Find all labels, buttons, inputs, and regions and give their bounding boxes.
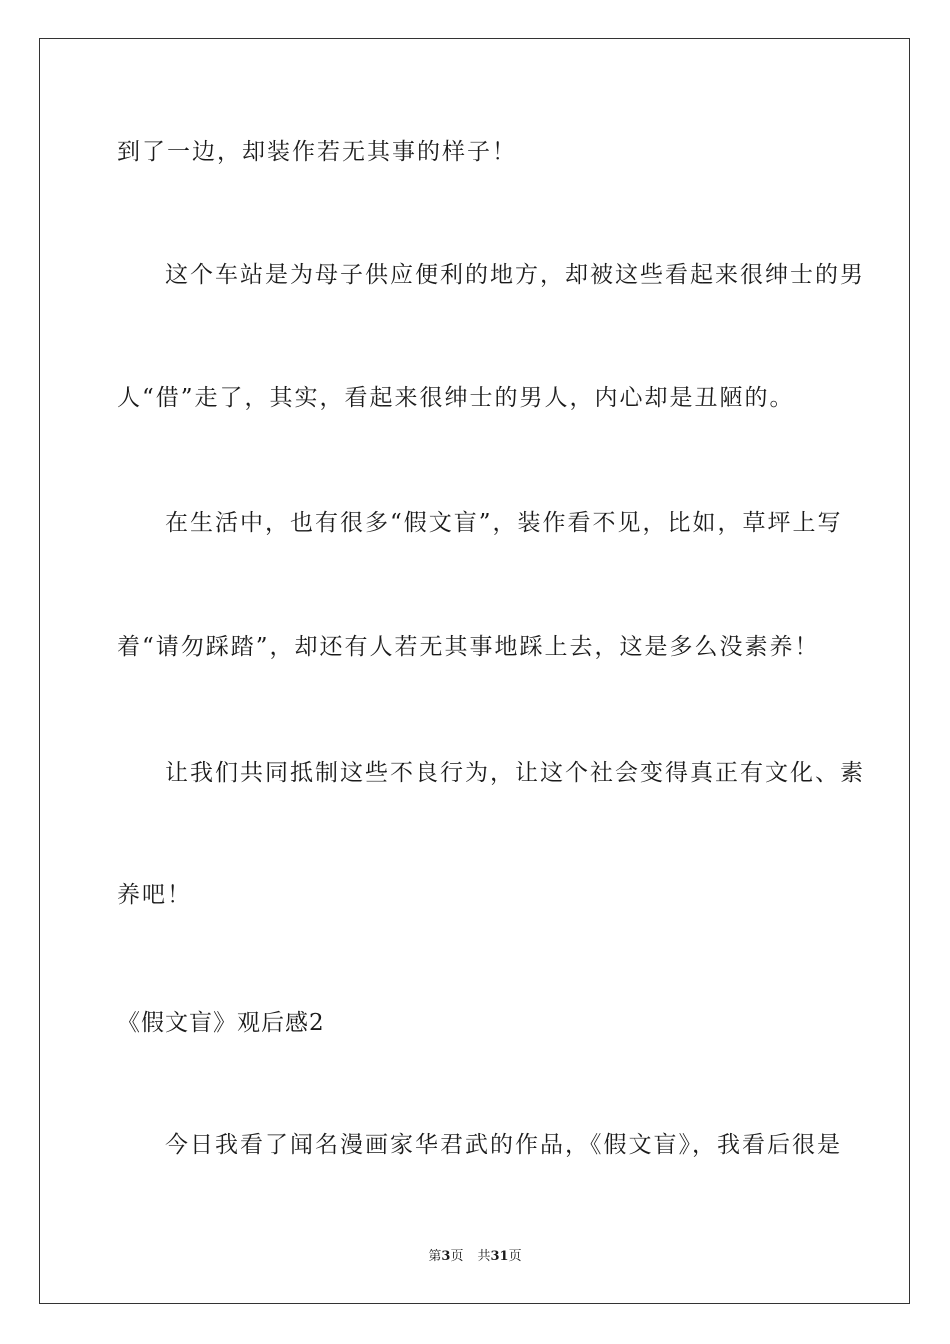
page-suffix: 页 (450, 1249, 464, 1264)
page-border (39, 38, 910, 1304)
paragraph-line: 人“借”走了，其实，看起来很绅士的男人，内心却是丑陋的。 (117, 385, 795, 411)
page-prefix: 第 (428, 1249, 442, 1264)
total-prefix: 共 (477, 1249, 491, 1264)
paragraph-line: 养吧！ (117, 882, 192, 908)
page-number: 3 (441, 1249, 451, 1264)
total-pages: 31 (490, 1249, 509, 1264)
total-suffix: 页 (508, 1249, 522, 1264)
paragraph-line: 今日我看了闻名漫画家华君武的作品，《假文盲》，我看后很是 (165, 1132, 842, 1158)
paragraph-line: 让我们共同抵制这些不良行为，让这个社会变得真正有文化、素 (165, 760, 865, 786)
section-heading: 《假文盲》观后感2 (117, 1010, 325, 1036)
paragraph-line: 着“请勿踩踏”，却还有人若无其事地踩上去，这是多么没素养！ (117, 634, 820, 660)
paragraph-line: 到了一边，却装作若无其事的样子！ (117, 139, 517, 165)
page-footer (0, 1248, 950, 1266)
paragraph-line: 这个车站是为母子供应便利的地方，却被这些看起来很绅士的男 (165, 262, 865, 288)
paragraph-line: 在生活中，也有很多“假文盲”，装作看不见，比如，草坪上写 (165, 510, 843, 536)
